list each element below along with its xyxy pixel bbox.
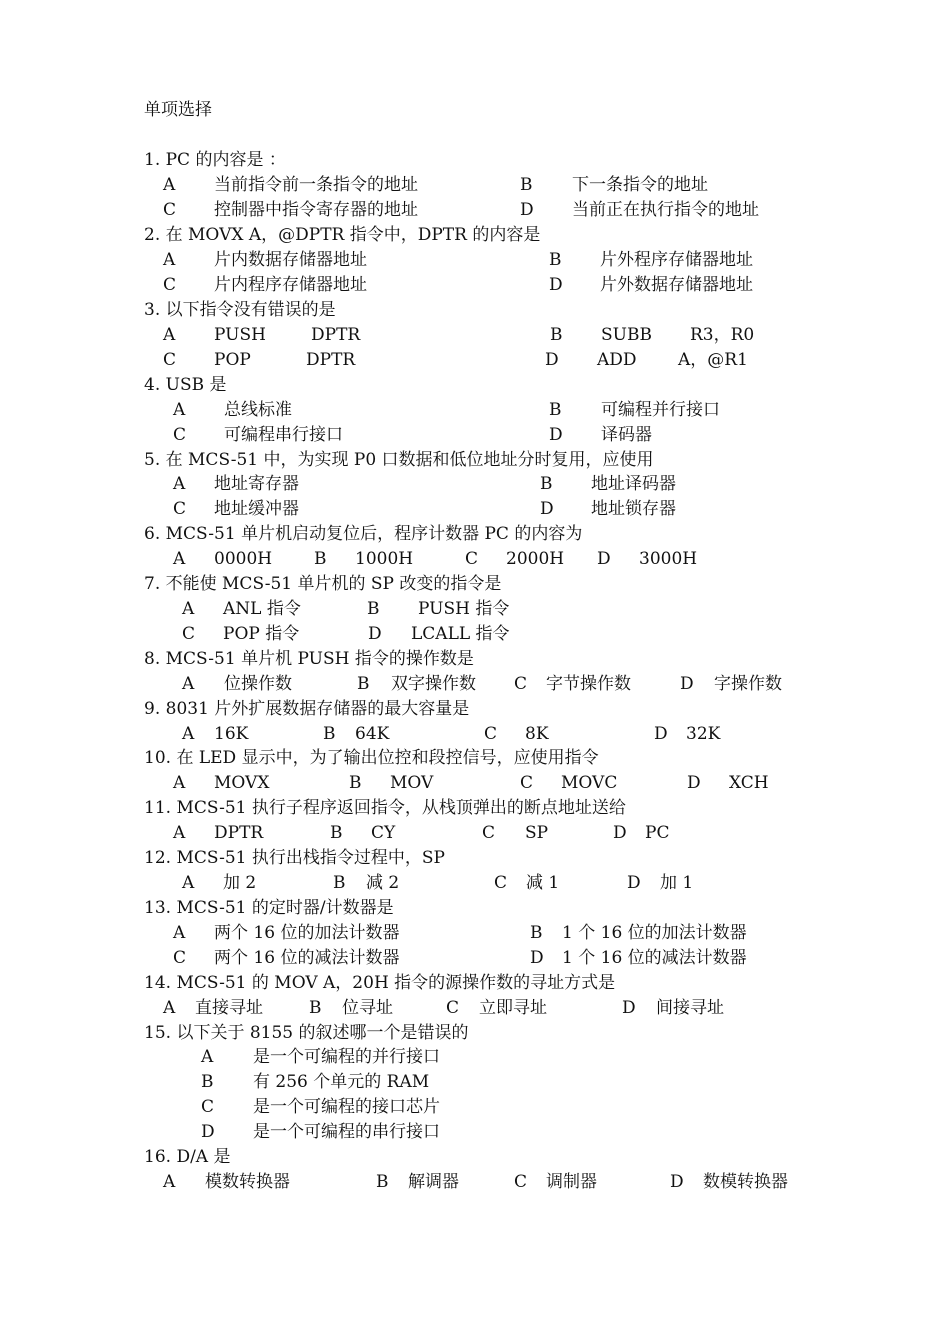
- option-text: 2000H: [506, 549, 565, 569]
- option-label: B: [549, 250, 562, 270]
- option-label: C: [484, 724, 498, 744]
- option-label: C: [163, 200, 177, 220]
- option-label: D: [680, 674, 694, 694]
- question-11-options-row-1: [0, 821, 950, 845]
- option-label: B: [530, 923, 543, 943]
- option-text: 可编程并行接口: [601, 400, 720, 420]
- question-7-stem: 7. 不能使 MCS-51 单片机的 SP 改变的指令是: [144, 574, 502, 594]
- option-text: 片外程序存储器地址: [600, 250, 753, 270]
- question-3-options-row-1: [0, 323, 950, 347]
- option-text: PUSH 指令: [418, 599, 510, 619]
- option-label: A: [182, 873, 195, 893]
- option-label: C: [173, 499, 187, 519]
- option-text: 片内程序存储器地址: [214, 275, 367, 295]
- question-2-stem: 2. 在 MOVX A，@DPTR 指令中，DPTR 的内容是: [144, 225, 541, 245]
- option-label: B: [323, 724, 336, 744]
- option-label: A: [163, 250, 176, 270]
- option-label: D: [627, 873, 641, 893]
- question-16-options-row-1: [0, 1170, 950, 1194]
- option-label: B: [376, 1172, 389, 1192]
- question-15-option-a: [0, 1045, 950, 1069]
- option-text: ADD: [597, 350, 637, 370]
- option-text: POP: [214, 350, 251, 370]
- option-text: POP 指令: [223, 624, 300, 644]
- option-text: 8K: [525, 724, 549, 744]
- question-13-stem: 13. MCS-51 的定时器/计数器是: [144, 898, 394, 918]
- option-text: 16K: [214, 724, 249, 744]
- question-15-option-d: [0, 1120, 950, 1144]
- option-label: C: [514, 674, 528, 694]
- question-2-options-row-2: [0, 273, 950, 297]
- question-1-options-row-2: [0, 198, 950, 222]
- option-label: D: [613, 823, 627, 843]
- question-6-stem: 6. MCS-51 单片机启动复位后，程序计数器 PC 的内容为: [144, 524, 583, 544]
- option-label: A: [173, 549, 186, 569]
- question-12-stem: 12. MCS-51 执行出栈指令过程中，SP: [144, 848, 445, 868]
- option-label: D: [520, 200, 534, 220]
- question-12-options-row-1: [0, 871, 950, 895]
- option-text: 字节操作数: [546, 674, 631, 694]
- question-10-stem: 10. 在 LED 显示中，为了输出位控和段控信号，应使用指令: [144, 748, 599, 768]
- option-text: 两个 16 位的减法计数器: [214, 948, 400, 968]
- option-label: D: [549, 425, 563, 445]
- option-text: 地址寄存器: [214, 474, 299, 494]
- option-text: CY: [371, 823, 396, 843]
- option-text: LCALL 指令: [411, 624, 510, 644]
- question-9-stem: 9. 8031 片外扩展数据存储器的最大容量是: [144, 699, 470, 719]
- option-text: 调制器: [546, 1172, 597, 1192]
- option-text: 两个 16 位的加法计数器: [214, 923, 400, 943]
- option-label: D: [670, 1172, 684, 1192]
- option-label: A: [173, 400, 186, 420]
- option-label: A: [182, 724, 195, 744]
- question-16-stem: 16. D/A 是: [144, 1147, 231, 1167]
- question-5-stem: 5. 在 MCS-51 中，为实现 P0 口数据和低位地址分时复用，应使用: [144, 450, 654, 470]
- question-4-stem: 4. USB 是: [144, 375, 227, 395]
- option-text: 控制器中指令寄存器的地址: [214, 200, 418, 220]
- option-label: A: [163, 175, 176, 195]
- option-text: 解调器: [408, 1172, 459, 1192]
- option-text: DPTR: [214, 823, 264, 843]
- question-13-options-row-1: [0, 921, 950, 945]
- question-7-options-row-2: [0, 622, 950, 646]
- option-label: D: [597, 549, 611, 569]
- option-text: 1 个 16 位的减法计数器: [562, 948, 747, 968]
- question-8-stem: 8. MCS-51 单片机 PUSH 指令的操作数是: [144, 649, 474, 669]
- option-label: C: [163, 275, 177, 295]
- question-13-options-row-2: [0, 946, 950, 970]
- option-label: A: [173, 823, 186, 843]
- option-text: 数模转换器: [703, 1172, 788, 1192]
- option-label: B: [520, 175, 533, 195]
- option-label: D: [540, 499, 554, 519]
- option-text: 片内数据存储器地址: [214, 250, 367, 270]
- option-label: A: [173, 773, 186, 793]
- option-label: B: [201, 1072, 214, 1092]
- option-text: SP: [525, 823, 549, 843]
- question-7-options-row-1: [0, 597, 950, 621]
- question-1-stem: 1. PC 的内容是 ：: [144, 150, 286, 170]
- option-label: D: [368, 624, 382, 644]
- question-11-stem: 11. MCS-51 执行子程序返回指令，从栈顶弹出的断点地址送给: [144, 798, 626, 818]
- option-label: A: [163, 998, 176, 1018]
- option-label: C: [173, 948, 187, 968]
- option-label: B: [309, 998, 322, 1018]
- question-6-options-row-1: [0, 547, 950, 571]
- option-text: R3，R0: [690, 325, 755, 345]
- question-3-options-row-2: [0, 348, 950, 372]
- option-text: 位寻址: [342, 998, 393, 1018]
- option-text: 当前正在执行指令的地址: [572, 200, 759, 220]
- question-10-options-row-1: [0, 771, 950, 795]
- option-text: ANL 指令: [223, 599, 301, 619]
- option-text: 是一个可编程的并行接口: [253, 1047, 440, 1067]
- section-title: 单项选择: [144, 100, 212, 120]
- question-15-option-c: [0, 1095, 950, 1119]
- option-label: D: [549, 275, 563, 295]
- option-label: C: [514, 1172, 528, 1192]
- option-label: C: [520, 773, 534, 793]
- question-14-stem: 14. MCS-51 的 MOV A，20H 指令的源操作数的寻址方式是: [144, 973, 616, 993]
- option-text: 直接寻址: [195, 998, 263, 1018]
- option-text: 间接寻址: [656, 998, 724, 1018]
- option-text: 双字操作数: [391, 674, 476, 694]
- option-label: D: [654, 724, 668, 744]
- option-text: DPTR: [306, 350, 356, 370]
- option-text: 字操作数: [714, 674, 782, 694]
- option-text: 是一个可编程的接口芯片: [253, 1097, 440, 1117]
- option-text: 位操作数: [224, 674, 292, 694]
- option-label: A: [201, 1047, 214, 1067]
- option-text: 减 2: [366, 873, 400, 893]
- option-text: 64K: [355, 724, 390, 744]
- option-label: D: [530, 948, 544, 968]
- option-text: A，@R1: [678, 350, 748, 370]
- option-text: MOVX: [214, 773, 270, 793]
- option-text: 译码器: [601, 425, 652, 445]
- option-label: C: [482, 823, 496, 843]
- option-text: 加 2: [223, 873, 257, 893]
- option-text: 可编程串行接口: [224, 425, 343, 445]
- option-label: B: [314, 549, 327, 569]
- option-text: 地址缓冲器: [214, 499, 299, 519]
- option-text: 地址译码器: [591, 474, 676, 494]
- option-text: 地址锁存器: [591, 499, 676, 519]
- option-label: A: [182, 674, 195, 694]
- option-text: 下一条指令的地址: [572, 175, 708, 195]
- option-label: C: [201, 1097, 215, 1117]
- option-label: A: [163, 325, 176, 345]
- option-label: B: [549, 400, 562, 420]
- option-label: C: [446, 998, 460, 1018]
- option-text: PC: [645, 823, 670, 843]
- option-label: A: [173, 474, 186, 494]
- option-label: D: [545, 350, 559, 370]
- option-text: SUBB: [601, 325, 652, 345]
- option-label: C: [182, 624, 196, 644]
- option-text: 3000H: [639, 549, 698, 569]
- option-label: B: [349, 773, 362, 793]
- option-text: PUSH: [214, 325, 266, 345]
- option-text: 是一个可编程的串行接口: [253, 1122, 440, 1142]
- question-1-options-row-1: [0, 173, 950, 197]
- option-label: D: [201, 1122, 215, 1142]
- option-text: XCH: [729, 773, 769, 793]
- question-15-option-b: [0, 1070, 950, 1094]
- option-text: 有 256 个单元的 RAM: [253, 1072, 430, 1092]
- option-label: A: [182, 599, 195, 619]
- option-text: 当前指令前一条指令的地址: [214, 175, 418, 195]
- option-label: C: [465, 549, 479, 569]
- option-text: 1000H: [355, 549, 414, 569]
- question-4-options-row-2: [0, 423, 950, 447]
- option-text: 1 个 16 位的加法计数器: [562, 923, 747, 943]
- question-15-stem: 15. 以下关于 8155 的叙述哪一个是错误的: [144, 1023, 469, 1043]
- option-text: 片外数据存储器地址: [600, 275, 753, 295]
- option-label: D: [622, 998, 636, 1018]
- option-label: A: [173, 923, 186, 943]
- option-label: B: [333, 873, 346, 893]
- option-text: MOV: [390, 773, 434, 793]
- option-label: B: [357, 674, 370, 694]
- option-text: 减 1: [526, 873, 560, 893]
- option-text: 模数转换器: [205, 1172, 290, 1192]
- option-text: 立即寻址: [479, 998, 547, 1018]
- option-text: MOVC: [561, 773, 618, 793]
- option-label: C: [494, 873, 508, 893]
- option-label: D: [687, 773, 701, 793]
- option-text: 加 1: [660, 873, 694, 893]
- option-label: B: [540, 474, 553, 494]
- option-text: 0000H: [214, 549, 273, 569]
- option-text: DPTR: [311, 325, 361, 345]
- option-label: C: [163, 350, 177, 370]
- question-4-options-row-1: [0, 398, 950, 422]
- option-text: 32K: [686, 724, 721, 744]
- question-8-options-row-1: [0, 672, 950, 696]
- option-text: 总线标准: [224, 400, 292, 420]
- option-label: C: [173, 425, 187, 445]
- option-label: B: [550, 325, 563, 345]
- option-label: B: [367, 599, 380, 619]
- option-label: B: [330, 823, 343, 843]
- question-14-options-row-1: [0, 996, 950, 1020]
- question-9-options-row-1: [0, 722, 950, 746]
- question-5-options-row-2: [0, 497, 950, 521]
- question-5-options-row-1: [0, 472, 950, 496]
- question-3-stem: 3. 以下指令没有错误的是: [144, 300, 336, 320]
- option-label: A: [163, 1172, 176, 1192]
- question-2-options-row-1: [0, 248, 950, 272]
